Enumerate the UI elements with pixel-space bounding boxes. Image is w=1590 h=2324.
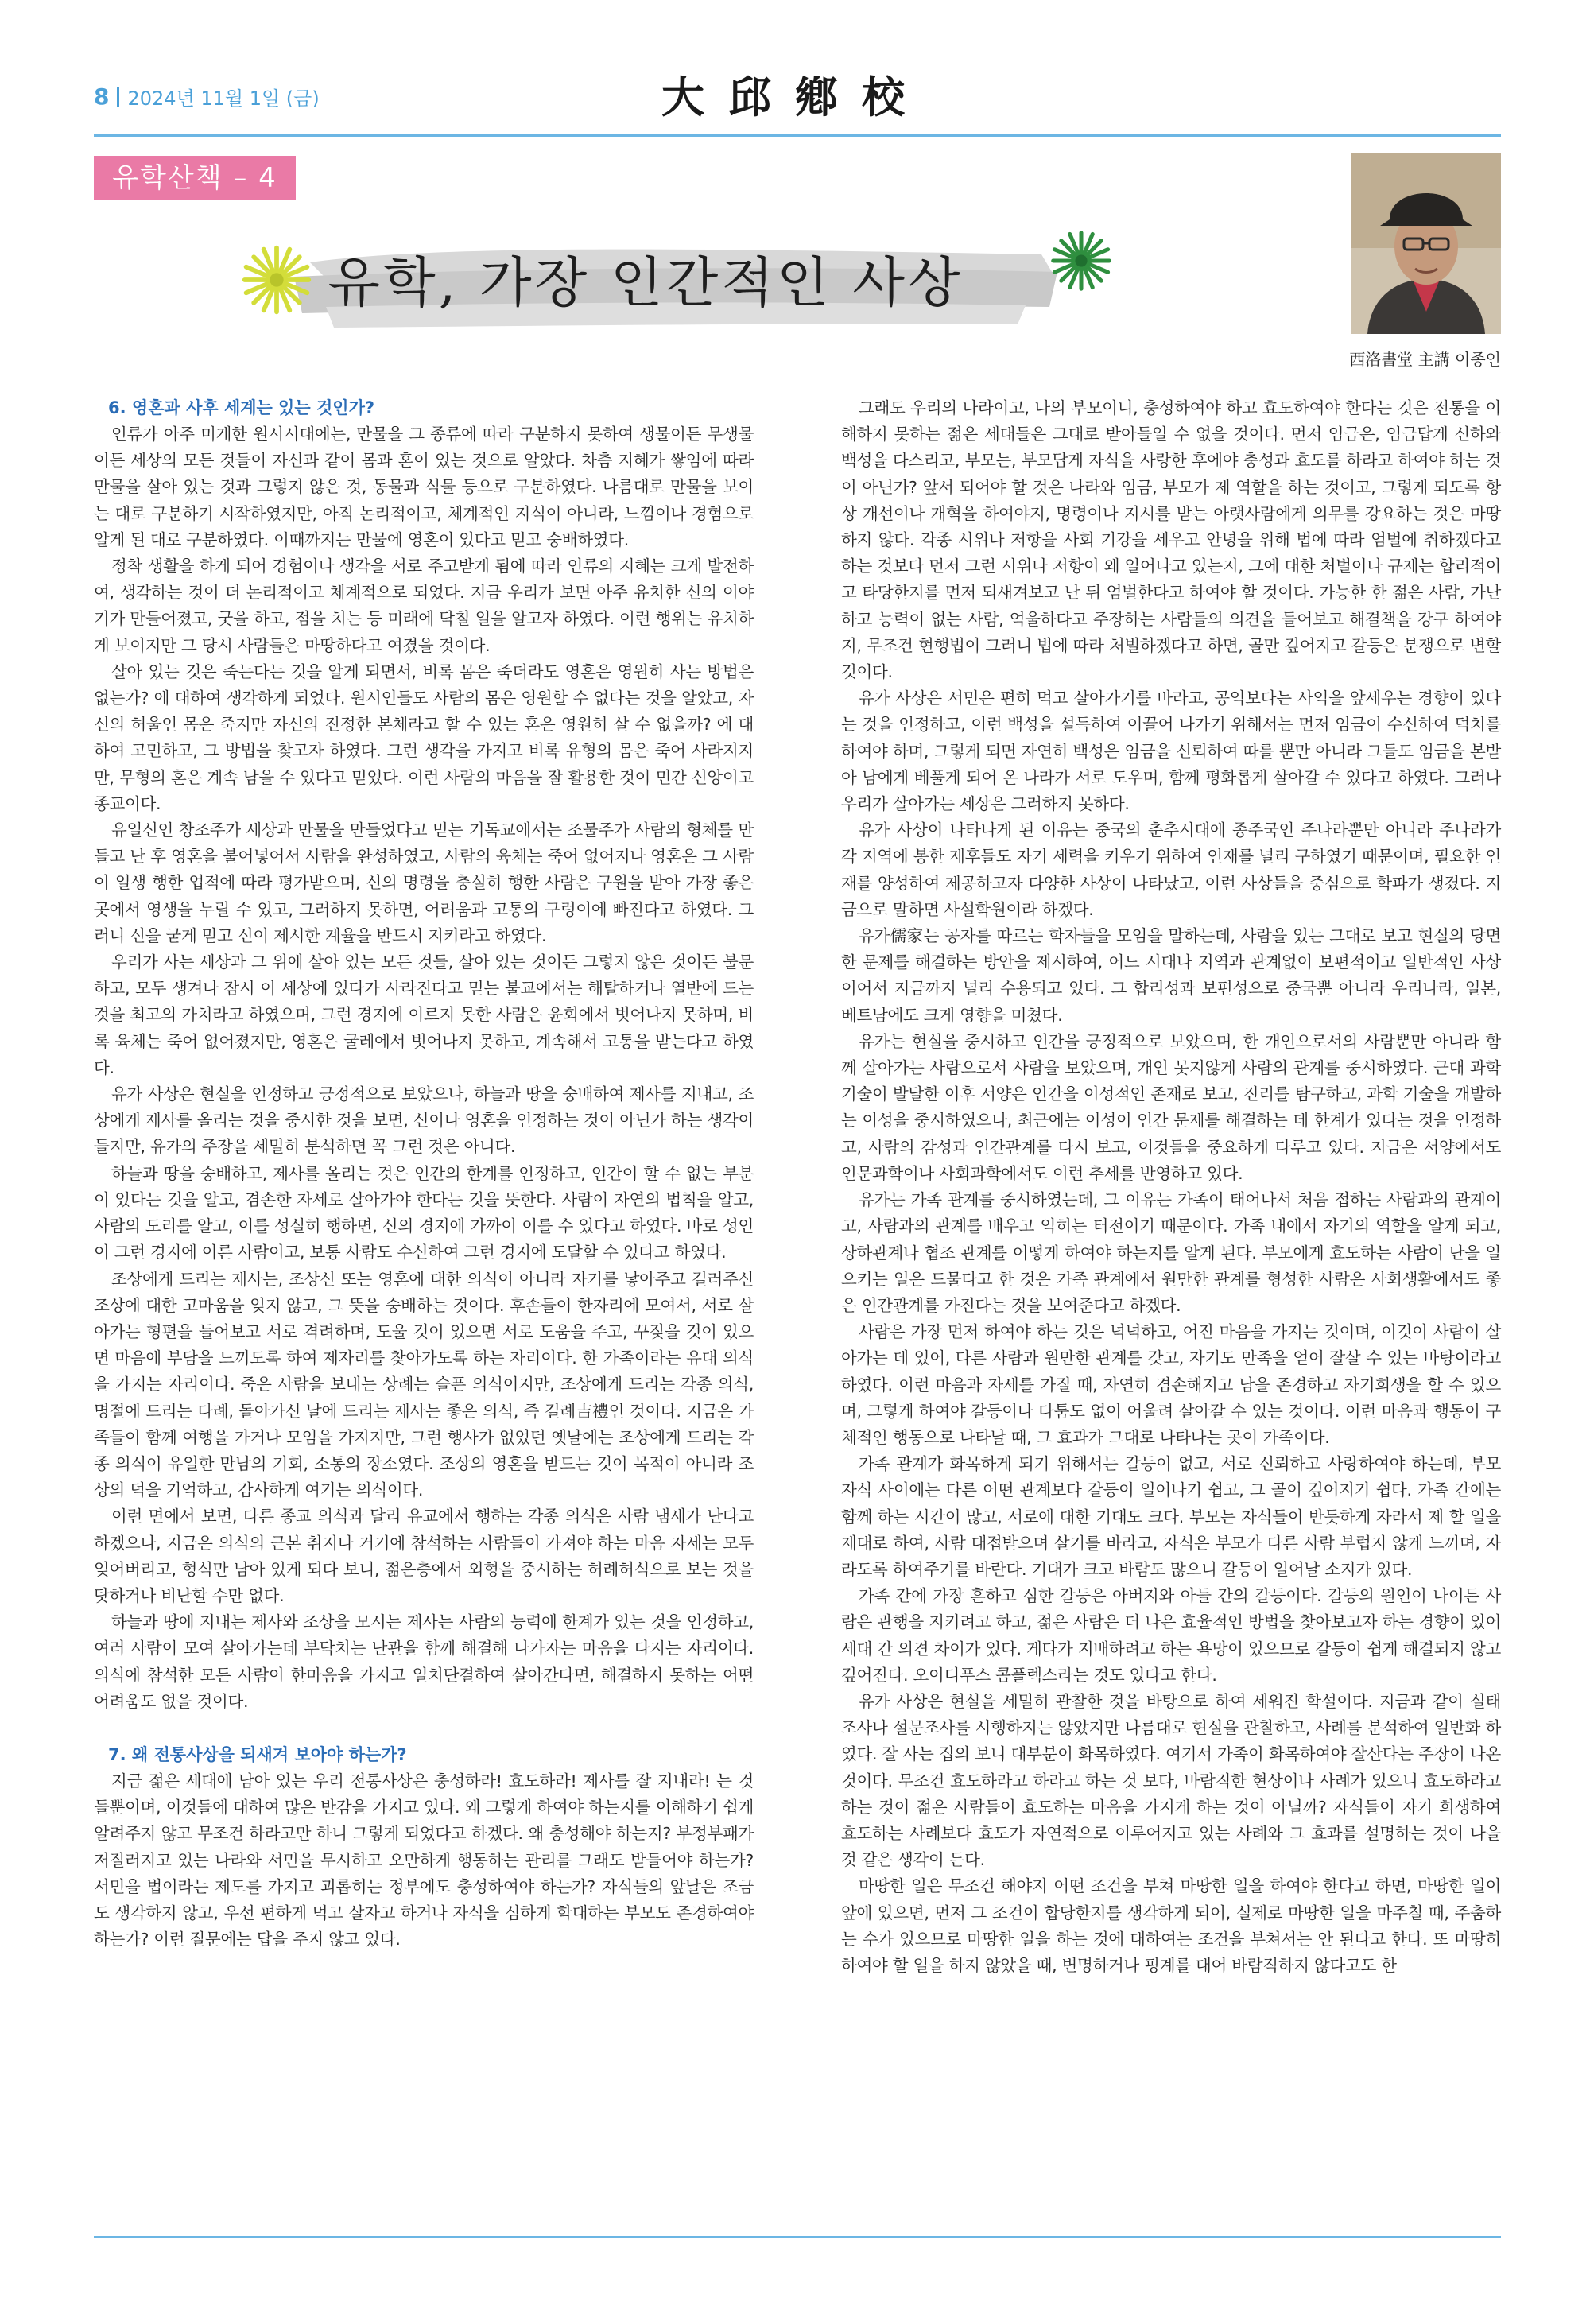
- body-paragraph: 유가 사상이 나타나게 된 이유는 중국의 춘추시대에 종주국인 주나라뿐만 아니라 주나라가 각 지역에 봉한 제후들도 자기 세력을 키우기 위하여 인재를 널리 구하였기 때문이며, 필요한 인재를 양성하여 제공하고자 다양한 사상이 나타났고, 이런 사상들을 중심으로 학파가 생겼다. 지금으로 말하면 사설학원이라 하겠다.: [841, 821, 1501, 919]
- body-paragraph: 유가 사상은 현실을 인정하고 긍정적으로 보았으나, 하늘과 땅을 숭배하여 제사를 지내고, 조상에게 제사를 올리는 것을 중시한 것을 보면, 신이나 영혼을 인정하는 것이 아닌가 하는 생각이 들지만, 유가의 주장을 세밀히 분석하면 꼭 그런 것은 아니다.: [94, 1084, 754, 1157]
- left-column: [94, 395, 754, 1953]
- section-heading: 7. 왜 전통사상을 되새겨 보아야 하는가?: [108, 1744, 407, 1764]
- body-paragraph: 정착 생활을 하게 되어 경험이나 생각을 서로 주고받게 됨에 따라 인류의 지혜는 크게 발전하여, 생각하는 것이 더 논리적이고 체계적으로 되었다. 지금 우리가 보면 아주 유치한 신의 이야기가 만들어졌고, 굿을 하고, 점을 치는 등 미래에 닥칠 일을 알고자 하였다. 이런 행위는 유치하게 보이지만 그 당시 사람들은 마땅하다고 여겼을 것이다.: [94, 557, 754, 655]
- body-paragraph: 이런 면에서 보면, 다른 종교 의식과 달리 유교에서 행하는 각종 의식은 사람 냄새가 난다고 하겠으나, 지금은 의식의 근본 취지나 거기에 참석하는 사람들이 가져야 하는 마음 자세는 모두 잊어버리고, 형식만 남아 있게 되다 보니, 젊은층에서 외형을 중시하는 허례허식으로 보는 것을 탓하거나 비난할 수만 없다.: [94, 1507, 754, 1605]
- green-flower-icon: [1048, 227, 1115, 294]
- article-title: 유학, 가장 인간적인 사상: [328, 252, 964, 315]
- section-heading: 6. 영혼과 사후 세계는 있는 것인가?: [108, 398, 375, 417]
- body-paragraph: 유가 사상은 현실을 세밀히 관찰한 것을 바탕으로 하여 세워진 학설이다. 지금과 같이 실태 조사나 설문조사를 시행하지는 않았지만 나름대로 현실을 관찰하고, 사례를 분석하여 일반화 하였다. 잘 사는 집의 보니 대부분이 화목하였다. 여기서 가족이 화목하여야 잘산다는 주장이 나온 것이다. 무조건 효도하라고 하라고 하는 것 보다, 바람직한 현상이나 사례가 있으니 효도하라고 하는 것이 젊은 사람들이 효도하는 마음을 가지게 하는 것이 아닐까? 자식들이 자기 희생하여 효도하는 사례보다 효도가 자연적으로 이루어지고 있는 사례와 그 효과를 설명하는 것이 나을 것 같은 생각이 든다.: [841, 1691, 1501, 1870]
- body-paragraph: 살아 있는 것은 죽는다는 것을 알게 되면서, 비록 몸은 죽더라도 영혼은 영원히 사는 방법은 없는가? 에 대하여 생각하게 되었다. 원시인들도 사람의 몸은 영원할 수 없다는 것을 알았고, 자신의 허울인 몸은 죽지만 자신의 진정한 본체라고 할 수 있는 혼은 영원히 살 수 없을까? 에 대하여 고민하고, 그 방법을 찾고자 하였다. 그런 생각을 가지고 비록 유형의 몸은 죽어 사라지지만, 무형의 혼은 계속 남을 수 있다고 믿었다. 이런 사람의 마음을 잘 활용한 것이 민간 신앙이고 종교이다.: [94, 662, 754, 813]
- footer-rule: [94, 2236, 1501, 2238]
- body-paragraph: 가족 관계가 화목하게 되기 위해서는 갈등이 없고, 서로 신뢰하고 사랑하여야 하는데, 부모 자식 사이에는 다른 어떤 관계보다 갈등이 일어나기 쉽고, 그 골이 깊어지기 쉽다. 가족 간에는 함께 하는 시간이 많고, 서로에 대한 기대도 크다. 부모는 자식들이 반듯하게 자라서 제 할 일을 제대로 하여, 사람 대접받으며 살기를 바라고, 자식은 부모가 다른 사람 부럽지 않게 느끼며, 자라도록 하여주기를 바란다. 기대가 크고 바람도 많으니 갈등이 일어날 소지가 있다.: [841, 1454, 1501, 1579]
- body-paragraph: 유가 사상은 서민은 편히 먹고 살아가기를 바라고, 공익보다는 사익을 앞세우는 경향이 있다는 것을 인정하고, 이런 백성을 설득하여 이끌어 나가기 위해서는 먼저 임금이 수신하여 덕치를 하여야 하며, 그렇게 되면 자연히 백성은 임금을 신뢰하여 따를 뿐만 아니라 그들도 임금을 본받아 남에게 베풀게 되어 온 나라가 서로 도우며, 함께 평화롭게 살아갈 수 있다고 하였다. 그러나 우리가 살아가는 세상은 그러하지 못하다.: [841, 689, 1501, 814]
- body-paragraph: 우리가 사는 세상과 그 위에 살아 있는 모든 것들, 살아 있는 것이든 그렇지 않은 것이든 불문하고, 모두 생겨나 잠시 이 세상에 있다가 사라진다고 믿는 불교에서는 해탈하거나 열반에 드는 것을 최고의 가치라고 하였으며, 그런 경지에 이르지 못한 사람은 윤회에서 벗어나지 못하며, 비록 육체는 죽어 없어졌지만, 영혼은 굴레에서 벗어나지 못하고, 계속해서 고통을 받는다고 하였다.: [94, 952, 754, 1077]
- body-paragraph: 유가儒家는 공자를 따르는 학자들을 모임을 말하는데, 사람을 있는 그대로 보고 현실의 당면한 문제를 해결하는 방안을 제시하여, 어느 시대나 지역과 관계없이 보편적이고 일반적인 사상이어서 지금까지 널리 수용되고 있다. 그 합리성과 보편성으로 중국뿐 아니라 우리나라, 일본, 베트남에도 크게 영향을 미쳤다.: [841, 926, 1501, 1025]
- body-paragraph: 유일신인 창조주가 세상과 만물을 만들었다고 믿는 기독교에서는 조물주가 사람의 형체를 만들고 난 후 영혼을 불어넣어서 사람을 완성하였고, 사람의 육체는 죽어 없어지나 영혼은 그 사람이 일생 행한 업적에 따라 평가받으며, 신의 명령을 충실히 행한 사람은 구원을 받아 가장 좋은 곳에서 영생을 누릴 수 있고, 그러하지 못하면, 어려움과 고통의 구렁이에 빠진다고 하였다. 그러니 신을 굳게 믿고 신이 제시한 계율을 반드시 지키라고 하였다.: [94, 821, 754, 945]
- body-paragraph: 가족 간에 가장 흔하고 심한 갈등은 아버지와 아들 간의 갈등이다. 갈등의 원인이 나이든 사람은 관행을 지키려고 하고, 젊은 사람은 더 나은 효율적인 방법을 찾아보고자 하는 경향이 있어 세대 간 의견 차이가 있다. 게다가 지배하려고 하는 욕망이 있으므로 갈등이 쉽게 해결되지 않고 깊어진다. 오이디푸스 콤플렉스라는 것도 있다고 한다.: [841, 1586, 1501, 1685]
- yellow-flower-icon: [238, 242, 315, 318]
- body-paragraph: 마땅한 일은 무조건 해야지 어떤 조건을 부쳐 마땅한 일을 하여야 한다고 하면, 마땅한 일이 앞에 있으면, 먼저 그 조건이 합당한지를 생각하게 되어, 실제로 마땅한 일을 마주칠 때, 주춤하는 수가 있으므로 마땅한 일을 하는 것에 대하여는 조건을 부쳐서는 안 된다고 한다. 또 마땅히 하여야 할 일을 하지 않았을 때, 변명하거나 핑계를 대어 바람직하지 않다고도 한: [841, 1876, 1501, 1975]
- body-paragraph: 사람은 가장 먼저 하여야 하는 것은 넉넉하고, 어진 마음을 가지는 것이며, 이것이 사람이 살아가는 데 있어, 다른 사람과 원만한 관계를 갖고, 자기도 만족을 얻어 잘살 수 있는 바탕이라고 하였다. 이런 마음과 자세를 가질 때, 자연히 겸손해지고 남을 존경하고 자기희생을 할 수 있으며, 그렇게 하여야 갈등이나 다툼도 없이 어울려 살아갈 수 있는 것이다. 이런 마음과 행동이 구체적인 행동으로 나타날 때, 그 효과가 그대로 나타나는 곳이 가족이다.: [841, 1322, 1501, 1447]
- series-tag: 유학산책 – 4: [94, 156, 296, 200]
- body-paragraph: 지금 젊은 세대에 남아 있는 우리 전통사상은 충성하라! 효도하라! 제사를 잘 지내라! 는 것 들뿐이며, 이것들에 대하여 많은 반감을 가지고 있다. 왜 그렇게 하여야 하는지를 이해하기 쉽게 알려주지 않고 무조건 하라고만 하니 그렇게 되었다고 하겠다. 왜 충성해야 하는지? 부정부패가 저질러지고 있는 나라와 서민을 무시하고 오만하게 행동하는 관리를 그래도 받들어야 하는가? 서민을 법이라는 제도를 가지고 괴롭히는 정부에도 충성하여야 하는가? 자식들의 앞날은 조금도 생각하지 않고, 우선 편하게 먹고 살자고 하거나 자식을 심하게 학대하는 부모도 존경하여야 하는가? 이런 질문에는 답을 주지 않고 있다.: [94, 1771, 754, 1950]
- body-paragraph: 유가는 현실을 중시하고 인간을 긍정적으로 보았으며, 한 개인으로서의 사람뿐만 아니라 함께 살아가는 사람으로서 사람을 보았으며, 개인 못지않게 사람의 관계를 중시하였다. 근대 과학 기술이 발달한 이후 서양은 인간을 이성적인 존재로 보고, 진리를 탐구하고, 과학 기술을 개발하는 이성을 중시하였으나, 최근에는 이성이 인간 문제를 해결하는 데 한계가 있다는 것을 인정하고, 사람의 감성과 인간관계를 다시 보고, 이것들을 중요하게 다루고 있다. 지금은 서양에서도 인문과학이나 사회과학에서도 이런 추세를 반영하고 있다.: [841, 1031, 1501, 1183]
- body-paragraph: 유가는 가족 관계를 중시하였는데, 그 이유는 가족이 태어나서 처음 접하는 사람과의 관계이고, 사람과의 관계를 배우고 익히는 터전이기 때문이다. 가족 내에서 자기의 역할을 알게 되고, 상하관계나 협조 관계를 어떻게 하여야 하는지를 알게 된다. 부모에게 효도하는 사람이 난을 일으키는 일은 드물다고 한 것은 가족 관계에서 원만한 관계를 형성한 사람은 사회생활에서도 좋은 인간관계를 가진다는 것을 보여준다고 하겠다.: [841, 1190, 1501, 1315]
- body-paragraph: 인류가 아주 미개한 원시시대에는, 만물을 그 종류에 따라 구분하지 못하여 생물이든 무생물이든 세상의 모든 것들이 자신과 같이 몸과 혼이 있는 것으로 알았다. 차츰 지혜가 쌓임에 따라 만물을 살아 있는 것과 그렇지 않은 것, 동물과 식물 등으로 구분하였다. 나름대로 만물을 보이는 대로 구분하기 시작하였지만, 아직 논리적이고, 체계적인 지식이 아니라, 느낌이나 경험으로 알게 된 대로 구분하였다. 이때까지는 만물에 영혼이 있다고 믿고 숭배하였다.: [94, 425, 754, 549]
- issue-date: 2024년 11월 1일 (금): [127, 87, 320, 110]
- body-paragraph: 하늘과 땅을 숭배하고, 제사를 올리는 것은 인간의 한계를 인정하고, 인간이 할 수 없는 부분이 있다는 것을 알고, 겸손한 자세로 살아가야 한다는 것을 뜻한다. 사람이 자연의 법칙을 알고, 사람의 도리를 알고, 이를 성실히 행하면, 신의 경지에 가까이 이를 수 있다고 하였다. 바로 성인이 그런 경지에 이른 사람이고, 보통 사람도 수신하여 그런 경지에 도달할 수 있다고 하였다.: [94, 1163, 754, 1263]
- page-number: 8: [94, 83, 110, 110]
- body-paragraph: 그래도 우리의 나라이고, 나의 부모이니, 충성하여야 하고 효도하여야 한다는 것은 전통을 이해하지 못하는 젊은 세대들은 그대로 받아들일 수 없을 것이다. 먼저 임금은, 임금답게 신하와 백성을 다스리고, 부모는, 부모답게 자식을 사랑한 후에야 충성과 효도를 하라고 하여야 하는 것이 아닌가? 앞서 되어야 할 것은 나라와 임금, 부모가 제 역할을 하는 것이고, 그렇게 되도록 항상 개선이나 개혁을 하여야지, 명령이나 지시를 받는 아랫사람에게 의무를 강요하는 것은 마땅하지 않다. 각종 시위나 저항을 사회 기강을 세우고 안녕을 위해 법에 따라 엄벌에 취하겠다고 하는 것보다 먼저 그런 시위나 저항이 왜 일어나고 있는지, 그에 대한 처벌이나 규제는 합리적이고 타당한지를 먼저 되새겨보고 난 뒤 엄벌한다고 하여야 할 것이다. 가능한 한 젊은 사람, 가난하고 능력이 없는 사람, 억울하다고 주장하는 사람들의 의견을 들어보고 해결책을 강구 하여야지, 무조건 현행법이 그러니 법에 따라 처벌하겠다고 하면, 골만 깊어지고 갈등은 분쟁으로 변할 것이다.: [841, 398, 1501, 682]
- right-column: [841, 395, 1501, 1979]
- newspaper-name: 大邱鄕校: [661, 72, 929, 122]
- body-paragraph: 하늘과 땅에 지내는 제사와 조상을 모시는 제사는 사람의 능력에 한계가 있는 것을 인정하고, 여러 사람이 모여 살아가는데 부닥치는 난관을 함께 해결해 나가자는 마음을 다지는 자리이다. 의식에 참석한 모든 사람이 한마음을 가지고 일치단결하여 살아간다면, 해결하지 못하는 어떤 어려움도 없을 것이다.: [94, 1612, 754, 1711]
- author-portrait: [1352, 153, 1501, 334]
- author-byline: 西洛書堂 主講 이종인: [1349, 350, 1501, 369]
- header-rule: [94, 134, 1501, 137]
- body-paragraph: 조상에게 드리는 제사는, 조상신 또는 영혼에 대한 의식이 아니라 자기를 낳아주고 길러주신 조상에 대한 고마움을 잊지 않고, 그 뜻을 숭배하는 것이다. 후손들이 한자리에 모여서, 서로 살아가는 형편을 들어보고 서로 격려하며, 도울 것이 있으면 서로 도움을 주고, 꾸짖을 것이 있으면 마음에 부담을 느끼도록 하여 제자리를 찾아가도록 하는 자리이다. 한 가족이라는 유대 의식을 가지는 자리이다. 죽은 사람을 보내는 상례는 슬픈 의식이지만, 조상에게 드리는 각종 의식, 명절에 드리는 다례, 돌아가신 날에 드리는 제사는 좋은 의식, 즉 길례吉禮인 것이다. 지금은 가족들이 함께 여행을 가거나 모임을 가지지만, 그런 행사가 없었던 옛날에는 조상에게 드리는 각종 의식이 유일한 만남의 기회, 소통의 장소였다. 조상의 영혼을 받드는 것이 목적이 아니라 조상의 덕을 기억하고, 감사하게 여기는 의식이다.: [94, 1269, 754, 1500]
